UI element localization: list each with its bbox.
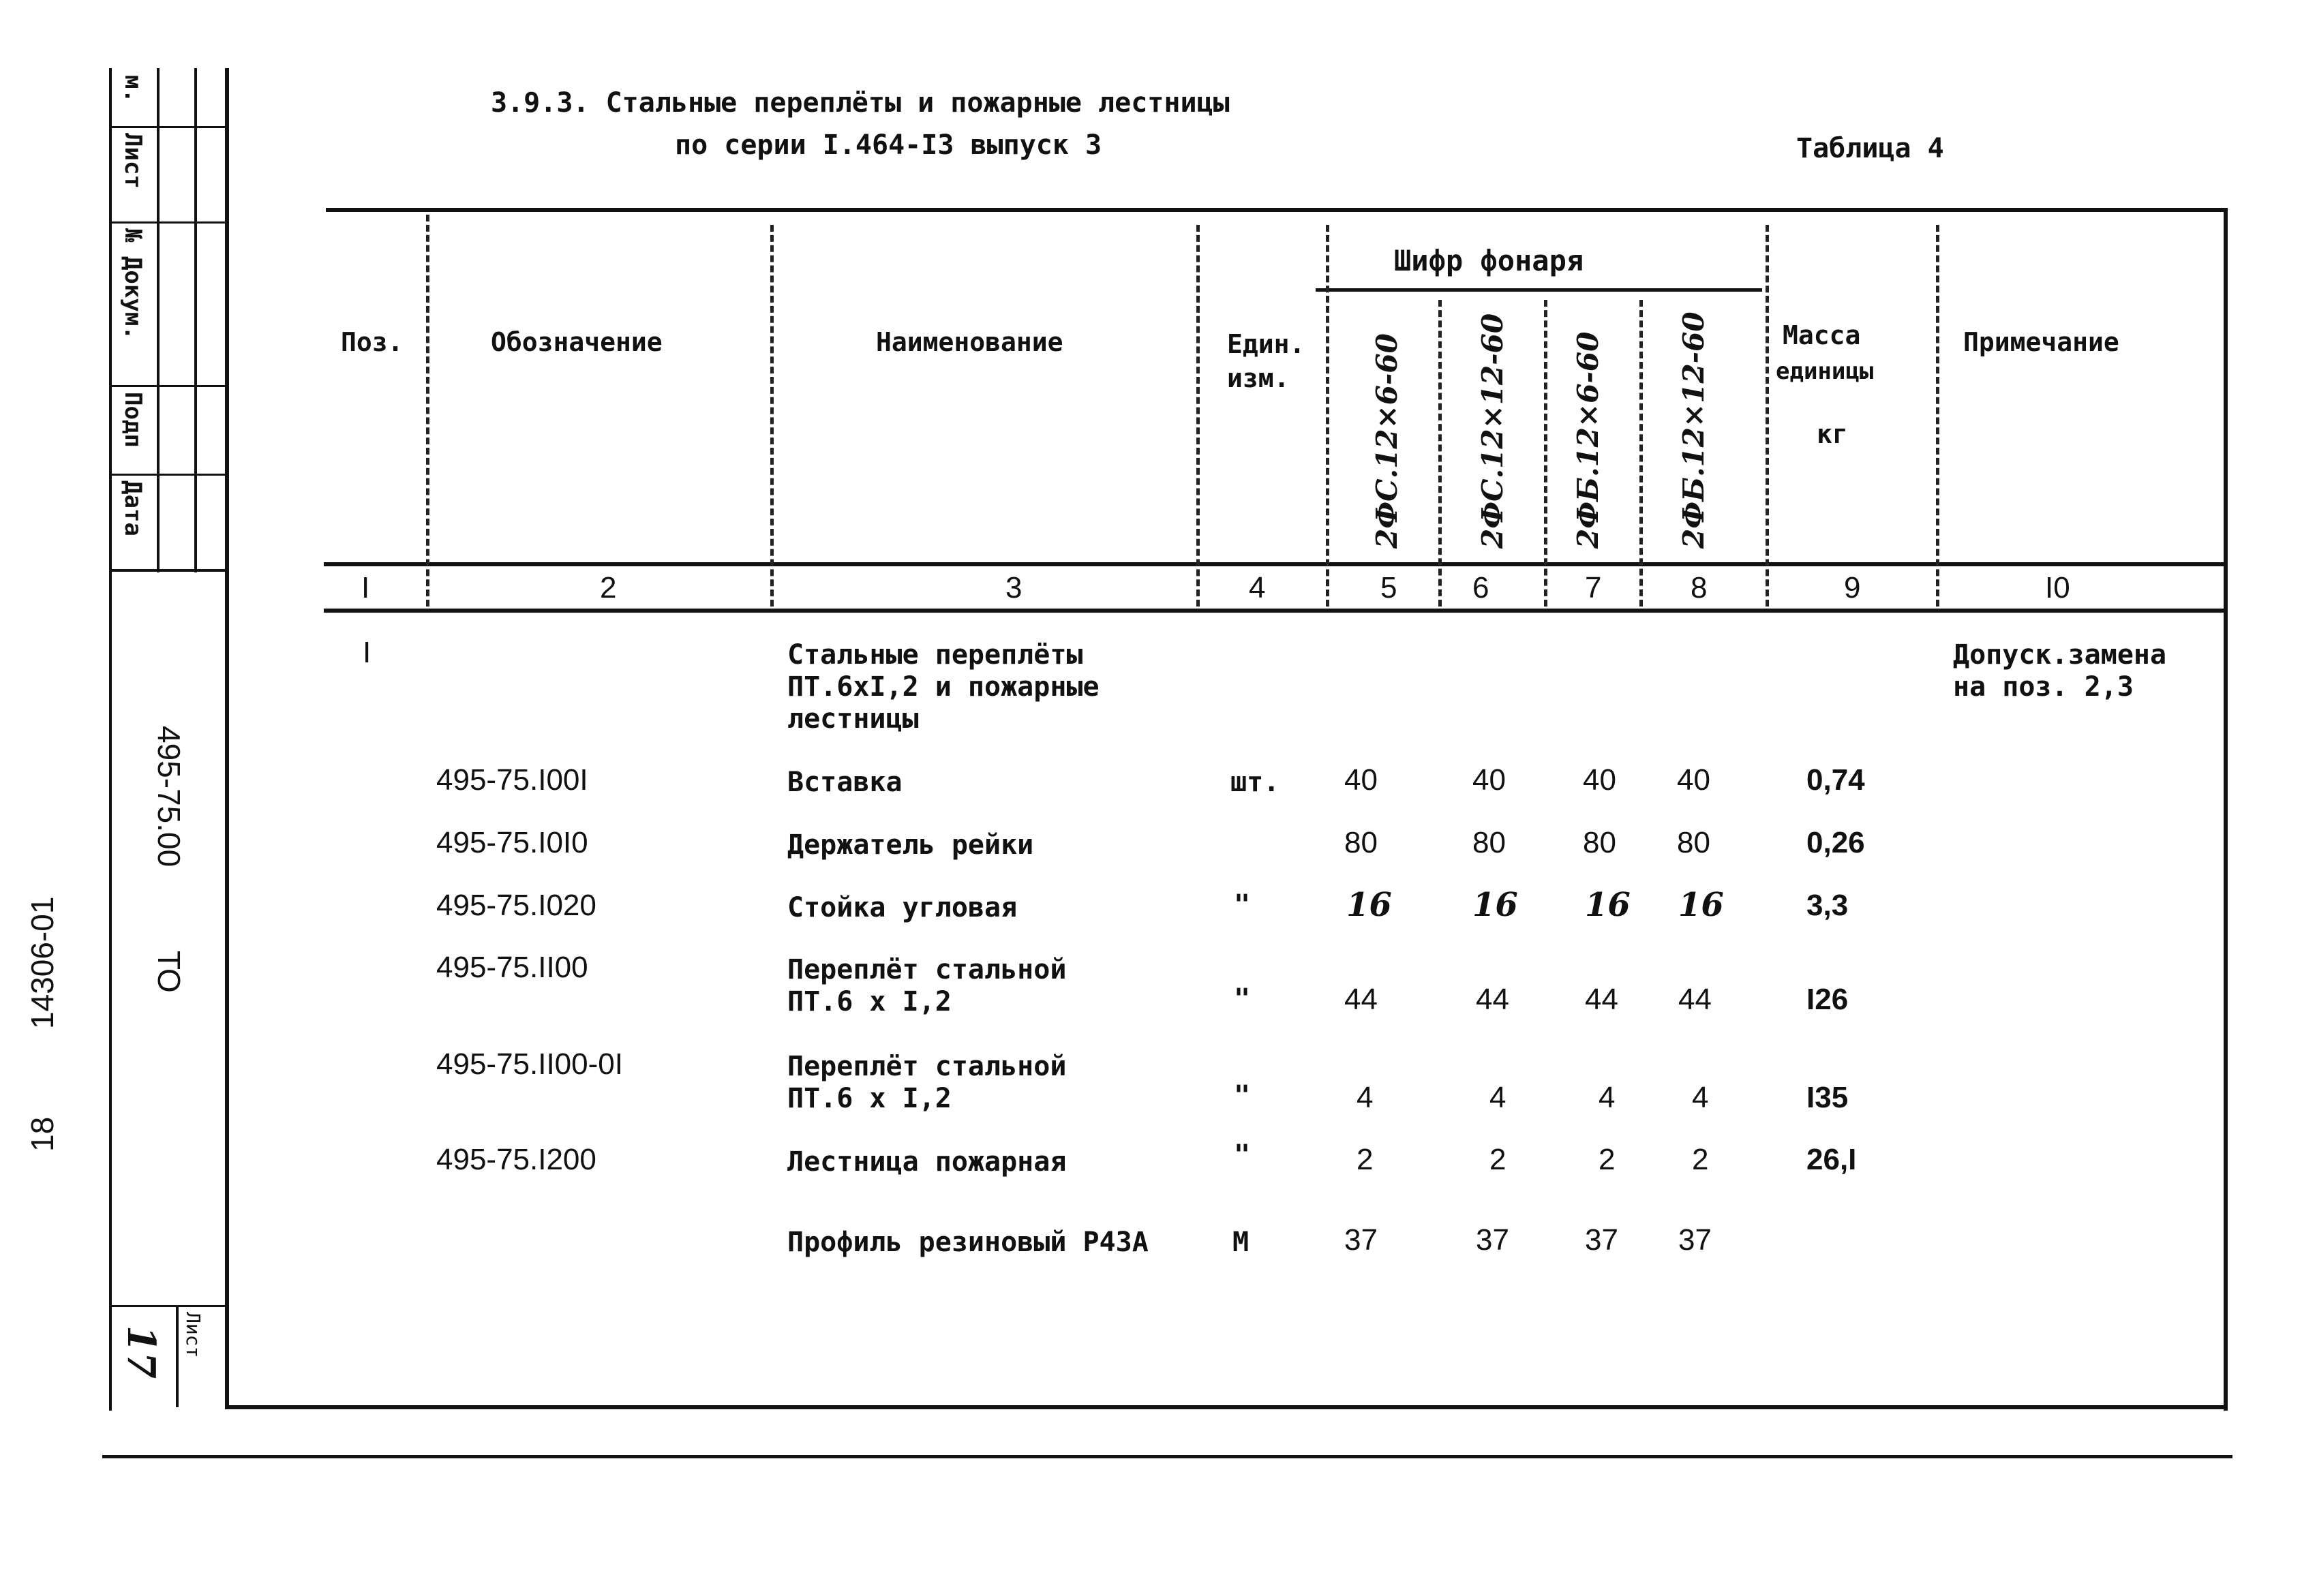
row-unit: " (1234, 983, 1251, 1015)
row-unit: " (1234, 1080, 1251, 1111)
row-qty-2: 4 (1489, 1081, 1506, 1114)
stamp-podp: Подп (119, 392, 147, 448)
row-qty-4: 16 (1678, 886, 1724, 924)
row-mass: 0,74 (1806, 763, 1865, 797)
header-cipher-2: 2ФС.12×12-60 (1476, 313, 1509, 549)
col-separator (1196, 225, 1200, 607)
row-name-2: ПТ.6 х I,2 (787, 986, 952, 1017)
header-cipher-1: 2ФС.12×6-60 (1370, 333, 1404, 549)
cipher-group-line (1316, 288, 1762, 292)
frame-line (176, 1305, 179, 1407)
row-name: Переплёт стальной (787, 1051, 1067, 1082)
col-number-9: 9 (1844, 571, 1861, 604)
sheet-label: Лист (182, 1312, 205, 1358)
row-name: Профиль резиновый Р43А (787, 1227, 1149, 1258)
row-designation: 495-75.I0I0 (436, 826, 588, 859)
colnum-bottom-line (324, 609, 2226, 613)
frame-line (109, 221, 225, 224)
doc-suffix: ТО (151, 951, 187, 993)
header-cipher-group: Шифр фонаря (1394, 244, 1584, 277)
frame-line (109, 474, 225, 476)
archive-number: 14306-01 (25, 896, 60, 1029)
frame-bottom (102, 1455, 2232, 1458)
section-title: 3.9.3. Стальные переплёты и пожарные лестницы (491, 87, 1230, 119)
group-name-3: лестницы (787, 703, 919, 735)
group-pos: I (363, 636, 372, 669)
row-qty-1: 37 (1344, 1223, 1378, 1257)
row-name: Переплёт стальной (787, 954, 1067, 985)
frame-line (194, 68, 197, 572)
col-separator (1326, 225, 1329, 607)
row-qty-3: 40 (1583, 763, 1616, 797)
header-mass-2: единицы (1776, 358, 1874, 385)
row-unit: М (1232, 1227, 1250, 1258)
frame-line (109, 1305, 225, 1307)
col-separator (770, 225, 774, 607)
row-qty-1: 4 (1357, 1081, 1374, 1114)
row-qty-4: 4 (1692, 1081, 1709, 1114)
frame-right (2224, 208, 2228, 1411)
group-name-1: Стальные переплёты (787, 639, 1083, 671)
stamp-doc: № Докум. (119, 228, 147, 340)
col-number-10: I0 (2045, 571, 2070, 604)
row-designation: 495-75.I020 (436, 889, 596, 922)
header-note: Примечание (1963, 327, 2119, 357)
header-bottom-line (324, 562, 2226, 566)
row-name-2: ПТ.6 х I,2 (787, 1083, 952, 1114)
col-number-6: 6 (1472, 571, 1489, 604)
col-separator (426, 215, 429, 607)
row-qty-3: 80 (1583, 826, 1616, 859)
row-designation: 495-75.II00-0I (436, 1047, 623, 1081)
row-mass: 3,3 (1806, 889, 1849, 922)
frame-line (157, 68, 160, 572)
row-qty-4: 80 (1677, 826, 1710, 859)
row-name: Лестница пожарная (787, 1146, 1067, 1178)
frame-line (109, 569, 225, 572)
stamp-list: Лист (119, 133, 147, 189)
col-number-4: 4 (1249, 571, 1266, 604)
row-designation: 495-75.II00 (436, 951, 588, 984)
row-qty-2: 40 (1472, 763, 1506, 797)
col-separator (1639, 300, 1643, 607)
header-designation: Обозначение (491, 327, 663, 357)
stamp-date: Дата (119, 480, 147, 536)
row-qty-1: 16 (1346, 886, 1392, 924)
row-qty-3: 16 (1585, 886, 1631, 924)
row-qty-2: 80 (1472, 826, 1506, 859)
header-unit: Един. изм. (1227, 329, 1305, 393)
col-separator (1438, 300, 1442, 607)
col-separator (1544, 300, 1547, 607)
header-cipher-3: 2ФБ.12×6-60 (1571, 331, 1605, 549)
row-qty-4: 44 (1678, 983, 1712, 1016)
row-qty-4: 2 (1692, 1143, 1709, 1176)
row-qty-4: 37 (1678, 1223, 1712, 1257)
row-qty-3: 2 (1599, 1143, 1616, 1176)
row-qty-1: 40 (1344, 763, 1378, 797)
row-mass: I35 (1806, 1081, 1849, 1114)
header-pos: Поз. (341, 327, 404, 357)
col-separator (1936, 225, 1939, 607)
row-qty-3: 4 (1599, 1081, 1616, 1114)
col-separator (1766, 225, 1769, 607)
row-name: Держатель рейки (787, 829, 1034, 861)
row-qty-3: 44 (1585, 983, 1618, 1016)
row-mass: 26,I (1806, 1143, 1857, 1176)
row-qty-2: 2 (1489, 1143, 1506, 1176)
header-mass-unit: кг (1817, 419, 1848, 449)
frame-line (225, 68, 229, 1407)
table-label: Таблица 4 (1796, 133, 1944, 164)
frame-line (109, 126, 225, 128)
col-number-1: I (361, 571, 370, 604)
page-number: 18 (25, 1116, 60, 1152)
header-cipher-4: 2ФБ.12×12-60 (1677, 311, 1710, 549)
row-unit: " (1234, 889, 1251, 921)
header-mass: Масса (1783, 320, 1861, 350)
frame-line (109, 68, 112, 1411)
row-mass: I26 (1806, 983, 1849, 1016)
col-number-5: 5 (1380, 571, 1397, 604)
row-qty-1: 2 (1357, 1143, 1374, 1176)
stamp-izm: м. (119, 75, 147, 103)
row-qty-4: 40 (1677, 763, 1710, 797)
row-name: Вставка (787, 767, 903, 798)
row-qty-1: 80 (1344, 826, 1378, 859)
col-number-2: 2 (600, 571, 617, 604)
row-designation: 495-75.I00I (436, 763, 588, 797)
row-unit: шт. (1230, 767, 1280, 798)
col-number-8: 8 (1691, 571, 1708, 604)
section-subtitle: по серии I.464-I3 выпуск 3 (675, 129, 1102, 161)
row-mass: 0,26 (1806, 826, 1865, 859)
row-qty-3: 37 (1585, 1223, 1618, 1257)
row-name: Стойка угловая (787, 892, 1018, 923)
row-qty-1: 44 (1344, 983, 1378, 1016)
doc-code: 495-75.00 (151, 726, 187, 868)
col-number-7: 7 (1585, 571, 1602, 604)
group-note-1: Допуск.замена (1953, 639, 2167, 671)
table-top-line (326, 208, 2228, 212)
group-note-2: на поз. 2,3 (1953, 671, 2134, 703)
row-qty-2: 44 (1476, 983, 1509, 1016)
sheet-number: 17 (119, 1325, 164, 1379)
row-qty-2: 16 (1472, 886, 1518, 924)
row-unit: " (1234, 1139, 1251, 1171)
row-designation: 495-75.I200 (436, 1143, 596, 1176)
frame-bottom (225, 1405, 2226, 1409)
row-qty-2: 37 (1476, 1223, 1509, 1257)
header-name: Наименование (876, 327, 1063, 357)
col-number-3: 3 (1005, 571, 1023, 604)
frame-line (109, 385, 225, 387)
group-name-2: ПТ.6хI,2 и пожарные (787, 671, 1100, 703)
